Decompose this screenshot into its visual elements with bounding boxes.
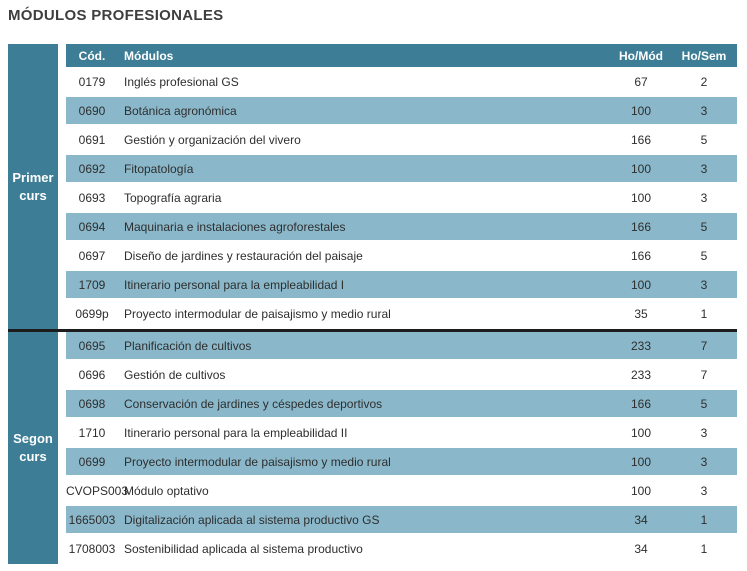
table-row (66, 448, 737, 477)
cell-code: 0695 (78, 338, 106, 353)
cell-code: 0179 (78, 74, 106, 89)
cell-ho-mod: 166 (630, 396, 652, 411)
cell-name: Proyecto intermodular de paisajismo y medio rural (124, 454, 391, 469)
modules-table (8, 44, 737, 564)
cell-name: Gestión y organización del vivero (124, 132, 301, 147)
cell-ho-mod: 233 (630, 367, 652, 382)
cell-ho-mod: 35 (634, 306, 648, 321)
cell-ho-mod: 100 (630, 454, 652, 469)
cell-code: 0699 (78, 454, 106, 469)
cell-code: 1665003 (68, 512, 116, 527)
page-title: MÓDULOS PROFESIONALES (8, 7, 224, 24)
cell-name: Conservación de jardines y céspedes deportivos (124, 396, 383, 411)
cell-ho-sem: 3 (700, 161, 708, 176)
cell-ho-sem: 3 (700, 454, 708, 469)
cell-name: Gestión de cultivos (124, 367, 226, 382)
cell-ho-mod: 34 (634, 541, 648, 556)
cell-ho-mod: 100 (630, 190, 652, 205)
table-row (66, 242, 737, 271)
table-row (66, 68, 737, 97)
table-row (66, 361, 737, 390)
cell-ho-mod: 100 (630, 103, 652, 118)
cell-code: 1708003 (68, 541, 116, 556)
cell-name: Itinerario personal para la empleabilidad II (124, 425, 348, 440)
cell-code: 0690 (78, 103, 106, 118)
cell-code: 0696 (78, 367, 106, 382)
cell-code: 0692 (78, 161, 106, 176)
cell-ho-sem: 5 (700, 396, 708, 411)
section-rows (66, 332, 737, 564)
cell-code: 0699p (75, 306, 109, 321)
cell-ho-mod: 233 (630, 338, 652, 353)
table-row (66, 477, 737, 506)
column-header-ho-sem: Ho/Sem (681, 48, 727, 63)
cell-code: 0693 (78, 190, 106, 205)
cell-name: Fitopatología (124, 161, 194, 176)
cell-name: Digitalización aplicada al sistema productivo GS (124, 512, 380, 527)
cell-ho-sem: 3 (700, 103, 708, 118)
cell-ho-sem: 5 (700, 248, 708, 263)
cell-code: 0694 (78, 219, 106, 234)
table-row (66, 506, 737, 535)
cell-ho-mod: 34 (634, 512, 648, 527)
cell-ho-sem: 1 (700, 512, 708, 527)
table-row (66, 126, 737, 155)
section-label: Segon curs (8, 332, 58, 564)
cell-code: 0691 (78, 132, 106, 147)
cell-ho-sem: 3 (700, 425, 708, 440)
cell-ho-sem: 5 (700, 132, 708, 147)
cell-ho-sem: 1 (700, 306, 708, 321)
cell-ho-sem: 5 (700, 219, 708, 234)
cell-code: 1709 (78, 277, 106, 292)
table-row (66, 332, 737, 361)
table-row (66, 184, 737, 213)
column-header-cod: Cód. (78, 48, 106, 63)
cell-name: Sostenibilidad aplicada al sistema productivo (124, 541, 363, 556)
cell-ho-sem: 7 (700, 338, 708, 353)
cell-ho-sem: 3 (700, 190, 708, 205)
cell-ho-mod: 166 (630, 219, 652, 234)
cell-name: Itinerario personal para la empleabilidad I (124, 277, 345, 292)
cell-name: Diseño de jardines y restauración del paisaje (124, 248, 363, 263)
table-row (66, 271, 737, 300)
cell-name: Módulo optativo (124, 483, 209, 498)
cell-ho-mod: 166 (630, 248, 652, 263)
table-row (66, 97, 737, 126)
cell-ho-sem: 7 (700, 367, 708, 382)
cell-ho-sem: 1 (700, 541, 708, 556)
table-row (66, 155, 737, 184)
cell-ho-mod: 67 (634, 74, 648, 89)
cell-name: Proyecto intermodular de paisajismo y medio rural (124, 306, 391, 321)
section-label: Primer curs (8, 44, 58, 329)
cell-name: Maquinaria e instalaciones agroforestales (124, 219, 346, 234)
table-row (66, 419, 737, 448)
table-section (8, 44, 737, 329)
table-row (66, 213, 737, 242)
section-rows (66, 44, 737, 329)
column-header-modulos: Módulos (124, 48, 174, 63)
cell-ho-mod: 100 (630, 425, 652, 440)
cell-code: 1710 (78, 425, 106, 440)
table-header-row (66, 44, 737, 68)
cell-ho-mod: 100 (630, 161, 652, 176)
cell-code: 0698 (78, 396, 106, 411)
cell-name: Inglés profesional GS (124, 74, 239, 89)
cell-ho-sem: 3 (700, 277, 708, 292)
table-section (8, 332, 737, 564)
table-row (66, 535, 737, 564)
cell-code: 0697 (78, 248, 106, 263)
cell-ho-mod: 166 (630, 132, 652, 147)
cell-name: Botánica agronómica (124, 103, 237, 118)
cell-ho-sem: 2 (700, 74, 708, 89)
cell-ho-mod: 100 (630, 277, 652, 292)
cell-code: CVOPS003 (66, 483, 129, 498)
table-row (66, 300, 737, 329)
column-header-ho-mod: Ho/Mód (619, 48, 663, 63)
cell-ho-mod: 100 (630, 483, 652, 498)
cell-name: Planificación de cultivos (124, 338, 252, 353)
cell-name: Topografía agraria (124, 190, 222, 205)
table-row (66, 390, 737, 419)
cell-ho-sem: 3 (700, 483, 708, 498)
